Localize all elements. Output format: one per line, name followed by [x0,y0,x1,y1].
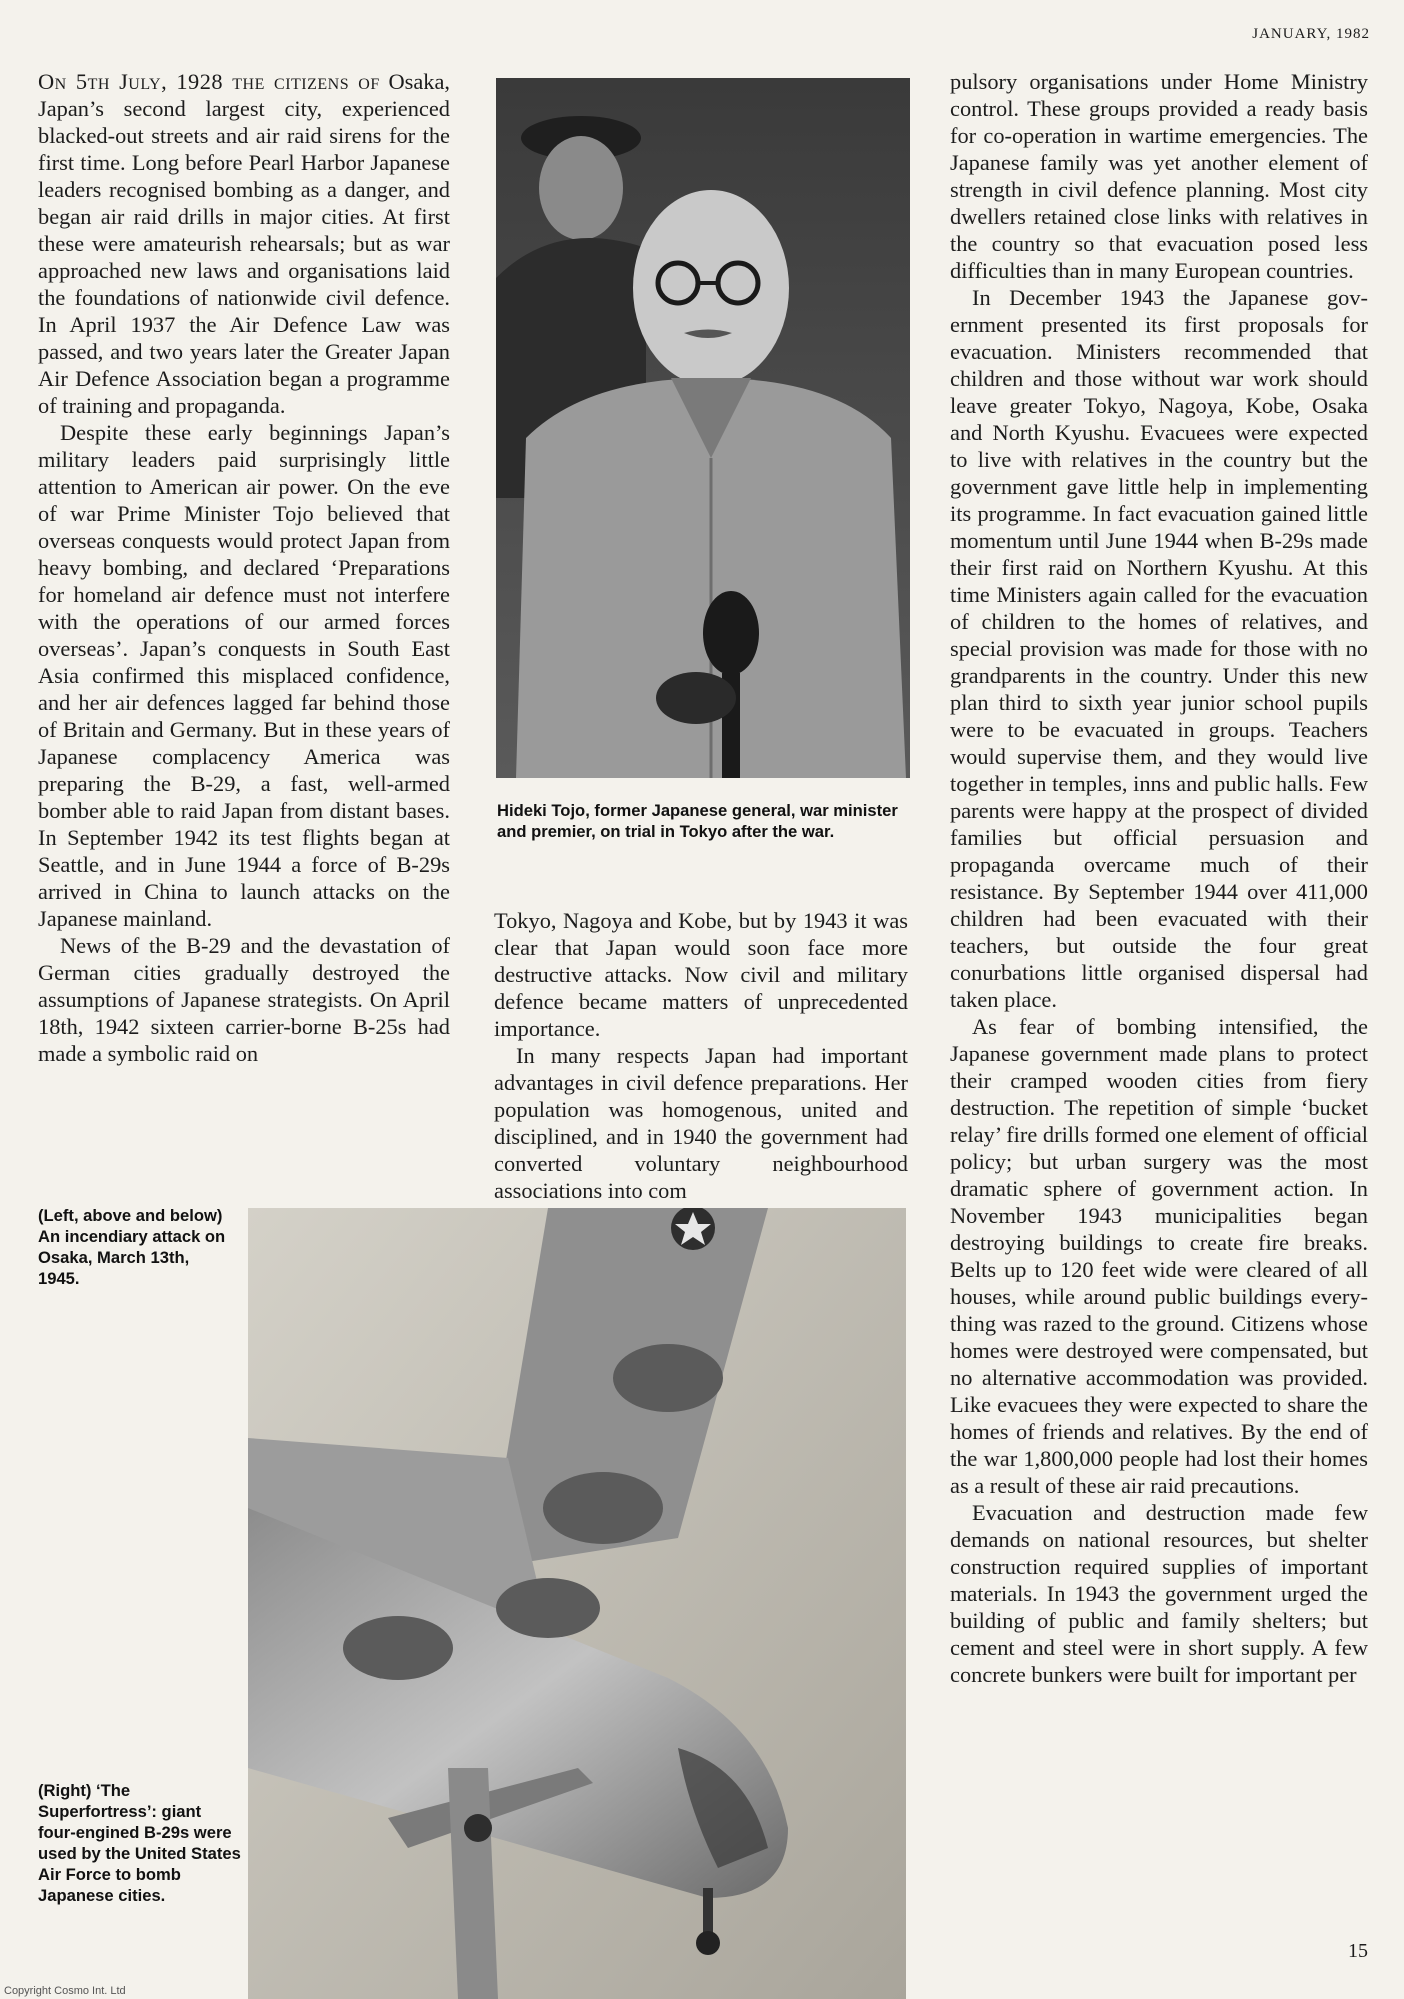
b29-superfortress-photo [248,1208,906,1999]
tojo-photo-caption: Hideki Tojo, former Japanese general, war minister and premier, on trial in Tokyo after the war. [497,801,898,841]
paragraph-6: pulsory organisations under Home Ministry control. These groups provided a ready basis for co-operation in wartime emergencies. The Japanese family was yet another element of strength in civil defence planning. Most city dwellers retained close links with relatives in the country so that evacuation posed less difficulties than in many European countries. [950,69,1368,283]
paragraph-7: In December 1943 the Japanese government presented its first proposals for evacuation. Ministers recommended that children and those without war work should leave greater Tokyo, Nagoya, Kobe, Osaka and North Kyushu. Evacuees were expected to live with relatives in the country but the government gave little help in implementing its programme. In fact evacuation gained little momentum until June 1944 when B-29s made their first raid on Northern Kyushu. At this time Ministers again called for the evacuation of children to the homes of relatives, and special provision was made for those with no grandparents in the country. Under this new plan third to sixth year junior school pupils were to be evacuated in groups. Teachers would supervise them, and they would live together in temples, inns and public halls. Few parents were happy at the prospect of divided families but official persuasion and propaganda overcame much of their resistance. By September 1944 over 411,000 children had been evacuated with their teachers, but outside the four great conurbations little organised dispersal had taken place. [950,285,1368,1012]
osaka-attack-caption: (Left, above and below) An incendiary attack on Osaka, March 13th, 1945. [38,1206,226,1288]
page-header-date: JANUARY, 1982 [1252,26,1370,42]
article-column-1 [38,68,450,1067]
b29-photo-caption: (Right) ‘The Superfortress’: giant four-engined B-29s were used by the United States Air Force to bomb Japanese cities. [38,1781,241,1905]
paragraph-1-text: Osaka, Japan’s second largest city, experienced blacked-out streets and air raid sirens for the first time. Long before Pearl Harbor Japanese leaders recognised bombing as a danger, and began air raid drills in major cities. At first these were amateurish rehearsals; but as war approached new laws and organisations laid the foundations of nationwide civil defence. In April 1937 the Air Defence Law was passed, and two years later the Greater Japan Air Defence Association began a programme of training and propaganda. [38,69,450,418]
page-number: 15 [1348,1940,1368,1962]
paragraph-8: As fear of bombing intensified, the Japanese government made plans to protect their cramped wooden cities from fiery destruction. The repetition of simple ‘bucket relay’ fire drills formed one element of official policy; but urban surgery was the most dramatic sphere of government action. In November 1943 municipalities began destroying buildings to create fire breaks. Belts up to 120 feet wide were cleared of all houses, while around public buildings everything was razed to the ground. Citizens whose homes were destroyed were compensated, but no alternative accommodation was provided. Like evacuees they were expected to share the homes of friends and relatives. By the end of the war 1,800,000 people had lost their homes as a result of these air raid precautions. [950,1014,1368,1498]
paragraph-2: Despite these early beginnings Japan’s military leaders paid surprisingly little attention to American air power. On the eve of war Prime Minister Tojo believed that overseas conquests would protect Japan from heavy bombing, and declared ‘Preparations for homeland air defence must not interfere with the operations of our armed forces overseas’. Japan’s conquests in South East Asia confirmed this misplaced confidence, and her air defences lagged far behind those of Britain and Germany. But in these years of Japanese complacency America was preparing the B-29, a fast, well-armed bomber able to raid Japan from distant bases. In September 1942 its test flights began at Seattle, and in June 1944 a force of B-29s arrived in China to launch attacks on the Japanese mainland. [38,420,450,931]
copyright-notice: Copyright Cosmo Int. Ltd [4,1985,126,1997]
paragraph-5: In many respects Japan had important advantages in civil defence preparations. Her population was homogenous, united and disciplined, and in 1940 the government had converted voluntary neighbourhood associations into com [494,1043,908,1203]
paragraph-4: Tokyo, Nagoya and Kobe, but by 1943 it was clear that Japan would soon face more destructive attacks. Now civil and military defence became matters of unprecedented importance. [494,908,908,1041]
paragraph-3: News of the B-29 and the devastation of German cities gradually destroyed the assumptions of Japanese strategists. On April 18th, 1942 sixteen carrier-borne B-25s had made a symbolic raid on [38,933,450,1066]
tojo-trial-photo [496,78,910,778]
paragraph-1 [38,68,450,419]
article-column-2 [494,907,908,1204]
article-column-3 [950,68,1368,1688]
lead-in-caps: On 5th July, 1928 the citizens of [38,69,380,94]
paragraph-9: Evacuation and destruction made few demands on national resources, but shelter construction required supplies of important materials. In 1943 the government urged the building of public and family shelters; but cement and steel were in short supply. A few concrete bunkers were built for important per [950,1500,1368,1687]
